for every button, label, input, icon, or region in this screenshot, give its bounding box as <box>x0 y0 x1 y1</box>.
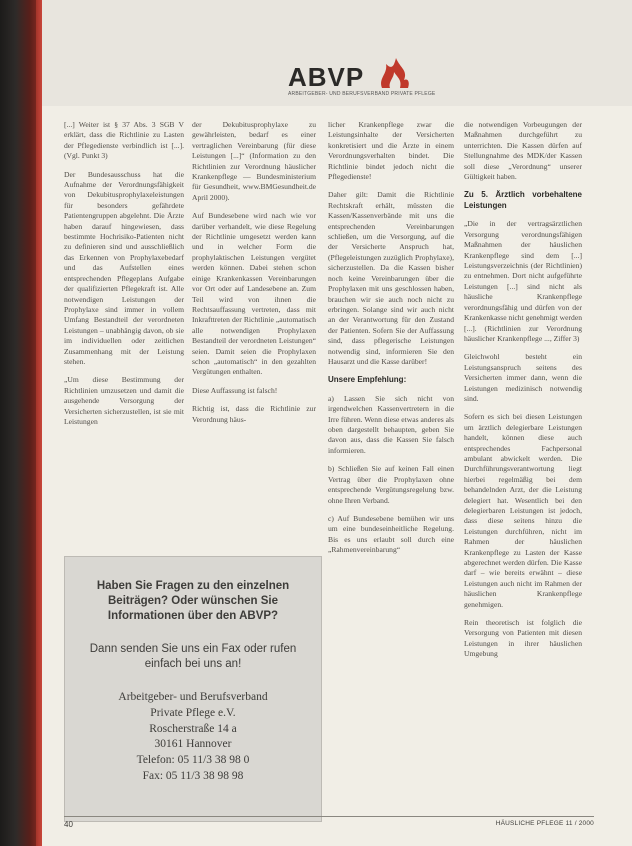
ad-street: Roscherstraße 14 a <box>149 722 237 735</box>
abvp-logo <box>288 62 436 102</box>
journal-footer: HÄUSLICHE PFLEGE 11 / 2000 <box>495 820 594 827</box>
ad-address <box>75 690 311 785</box>
paragraph: Rein theoretisch ist folglich die Versorgung von Patienten mit diesen Leistungen in ihrer häuslichen Umgebung <box>464 618 582 659</box>
paragraph: „Um diese Bestimmung der Richtlinien umzusetzen und damit die ausgehende Versorgung der Versicherten sicherzustellen, ist sie mit Leistungen <box>64 375 184 426</box>
paragraph: „Die in der vertragsärztlichen Versorgung verordnungsfähigen Maßnahmen der häuslichen Krankenpflege sind dem [...] Leistungsverzeichnis (der Richtlinien) zu entnehmen. Dort nicht aufgeführte Leistungen [...] sind nicht als häusliche Krankenpflege verordnungsfähig und dürfen von der Krankenkasse nicht genehmigt werden [...]. (Richtlinien zur Verordnung häuslicher Krankenpflege ..., Ziffer 3) <box>464 219 582 343</box>
text-column-3 <box>328 120 454 564</box>
paragraph: Daher gilt: Damit die Richtlinie Rechtskraft erhält, müssten die Kassen/Kassenverbände mit uns die entsprechenden Vereinbarungen schließen, um die Versorgung, auf die der Versicherte Anspruch hat, (Pflegeleistungen zuzüglich Prophylaxe), sicherzustellen. Da die Kassen bisher noch keine Vereinbarungen über die Prophylaxen mit uns geschlossen haben, brauchen wir sie auch noch nicht zu erbringen. Solange sind wir auch nicht an der Verantwortung für den Zustand der Patienten. Sofern Sie der Auffassung sind, dass pflegerische Leistungen notwendig sind, informieren Sie den Hausarzt und die Kasse darüber! <box>328 190 454 366</box>
text-column-2 <box>192 120 316 433</box>
logo-name: ABVP <box>288 62 365 92</box>
ad-city: 30161 Hannover <box>154 738 232 751</box>
document-page <box>42 0 632 846</box>
paragraph: Sofern es sich bei diesen Leistungen um ärztlich delegierbare Leistungen handelt, können diese auch entsprechendes Fachpersonal ambulant abwickelt werden. Die Durchführungsverantwortung liegt hierbei regelmäßig bei dem behandelnden Arzt, der die Leistung delegiert hat. Wesentlich bei den delegierbaren Leistungen ist jedoch, dass diese seitens hinzu die Leistungen durchführen, nicht im Rahmen der häuslichen Krankenpflege zu Lasten der Kasse abgerechnet werden dürfen. Die Kasse darf – wie bereits erwähnt – diese Leistungen auch nicht im Rahmen der häuslichen Krankenpflege genehmigen. <box>464 412 582 609</box>
ad-question: Haben Sie Fragen zu den einzelnen Beiträgen? Oder wünschen Sie Informationen über den ABVP? <box>96 580 290 622</box>
paragraph: [...] Weiter ist § 37 Abs. 3 SGB V erklärt, dass die Richtlinie zu Lasten der Pflegedienste verbindlich ist [...]. (Vgl. Punkt 3) <box>64 120 184 161</box>
ad-org-line-1: Arbeitgeber- und Berufsverband <box>118 691 268 703</box>
page-number: 40 <box>64 820 73 829</box>
paragraph: der Dekubitusprophylaxe zu gewährleisten, bedarf es einer vertraglichen Vereinbarung (für diese Leistungen [...]“ (Information zu den Richtlinien zur Verordnung häuslicher Krankenpflege — Bundesministerium für Gesundheit, www.BMGesundheit.de April 2000). <box>192 120 316 202</box>
text-column-1 <box>64 120 184 435</box>
contact-advertisement-box <box>64 556 322 822</box>
flame-icon <box>374 56 414 90</box>
paragraph: Auf Bundesebene wird nach wie vor darüber verhandelt, wie diese Regelung der Richtlinie umgesetzt werden kann und in welcher Form die prophylaktischen Leistungen vergütet werden können. Dabei stehen schon einige Krankenkassen Vereinbarungen vor Ort oder auf Landesebene an. Zum Teil wird von ihnen die Rechtsauffassung vertreten, dass mit Inkrafttreten der Richtlinie „automatisch alle notwendigen Prophylaxen Bestandteil der verordneten Leistungen“ seien. Damit seien die Prophylaxen schon „automatisch“ in den gezahlten Vergütungen enthalten. <box>192 211 316 377</box>
ad-call-to-action: Dann senden Sie uns ein Fax oder rufen einfach bei uns an! <box>89 643 297 670</box>
paragraph: b) Schließen Sie auf keinen Fall einen Vertrag über die Prophylaxen ohne entsprechende Vergütungsregelung bzw. ohne Ihren Verband. <box>328 464 454 505</box>
footer-divider <box>64 816 594 817</box>
logo-tagline: ARBEITGEBER- UND BERUFSVERBAND PRIVATE PFLEGE <box>288 91 436 97</box>
section-heading: Unsere Empfehlung: <box>328 375 407 385</box>
paragraph: die notwendigen Vorbeugungen der Maßnahmen durchgeführt zu unterrichten. Die Kassen dürfen auf Stellungnahme des MDK/der Kassen soll diese „Verordnung“ unserer Gültigkeit haben. <box>464 120 582 182</box>
section-heading: Zu 5. Ärztlich vorbehaltene Leistungen <box>464 190 582 210</box>
ad-fax: Fax: 05 11/3 38 98 98 <box>142 769 244 782</box>
paragraph: a) Lassen Sie sich nicht von irgendwelchen Kassenvertretern in die Irre führen. Wenn diese etwas anderes als oben dargestellt behaupten, geben Sie davon aus, dass die Kassen Sie falsch informieren. <box>328 393 454 455</box>
paragraph: c) Auf Bundesebene bemühen wir uns um eine bundeseinheitliche Regelung. Bis es uns erlaubt soll durch eine „Rahmenvereinbarung“ <box>328 513 454 555</box>
book-spine <box>0 0 40 846</box>
paragraph: Diese Auffassung ist falsch! <box>192 385 278 395</box>
ad-org-line-2: Private Pflege e.V. <box>150 706 236 719</box>
paragraph: Gleichwohl besteht ein Leistungsanspruch seitens des Versicherten immer dann, wenn die Leistungen medizinisch notwendig sind. <box>464 352 582 403</box>
ad-phone: Telefon: 05 11/3 38 98 0 <box>136 754 250 767</box>
text-column-4 <box>464 120 582 668</box>
paragraph: Der Bundesausschuss hat die Aufnahme der Verordnungsfähigkeit von Dekubitusprophylaxeleistungen für besonders gefährdete Patientengruppen abgelehnt. Die Ärzte haben darauf hingewiesen, dass bestimmte Hochrisiko-Patienten nicht zu definieren sind und ausschließlich das Erkennen von Prophylaxebedarf und das Aufstellen eines entsprechenden Pflegeplans Aufgabe der qualifizierten Pflegekraft ist. Alle notwendigen Leistungen der Prophylaxe sind immer in vollem Umfang Bestandteil der verordneten Leistungen – unabhängig davon, ob sie im individuellen oder zeitlichen Zusammenhang mit der Leistung stehen. <box>64 169 184 366</box>
paragraph: licher Krankenpflege zwar die Leistungsinhalte der Versicherten konkretisiert und die Ärzte in einem Verordnungsverhalten bindet. Die Richtlinie bindet jedoch nicht die Pflegedienste! <box>328 120 454 182</box>
paragraph: Richtig ist, dass die Richtlinie zur Verordnung häus- <box>192 404 316 424</box>
